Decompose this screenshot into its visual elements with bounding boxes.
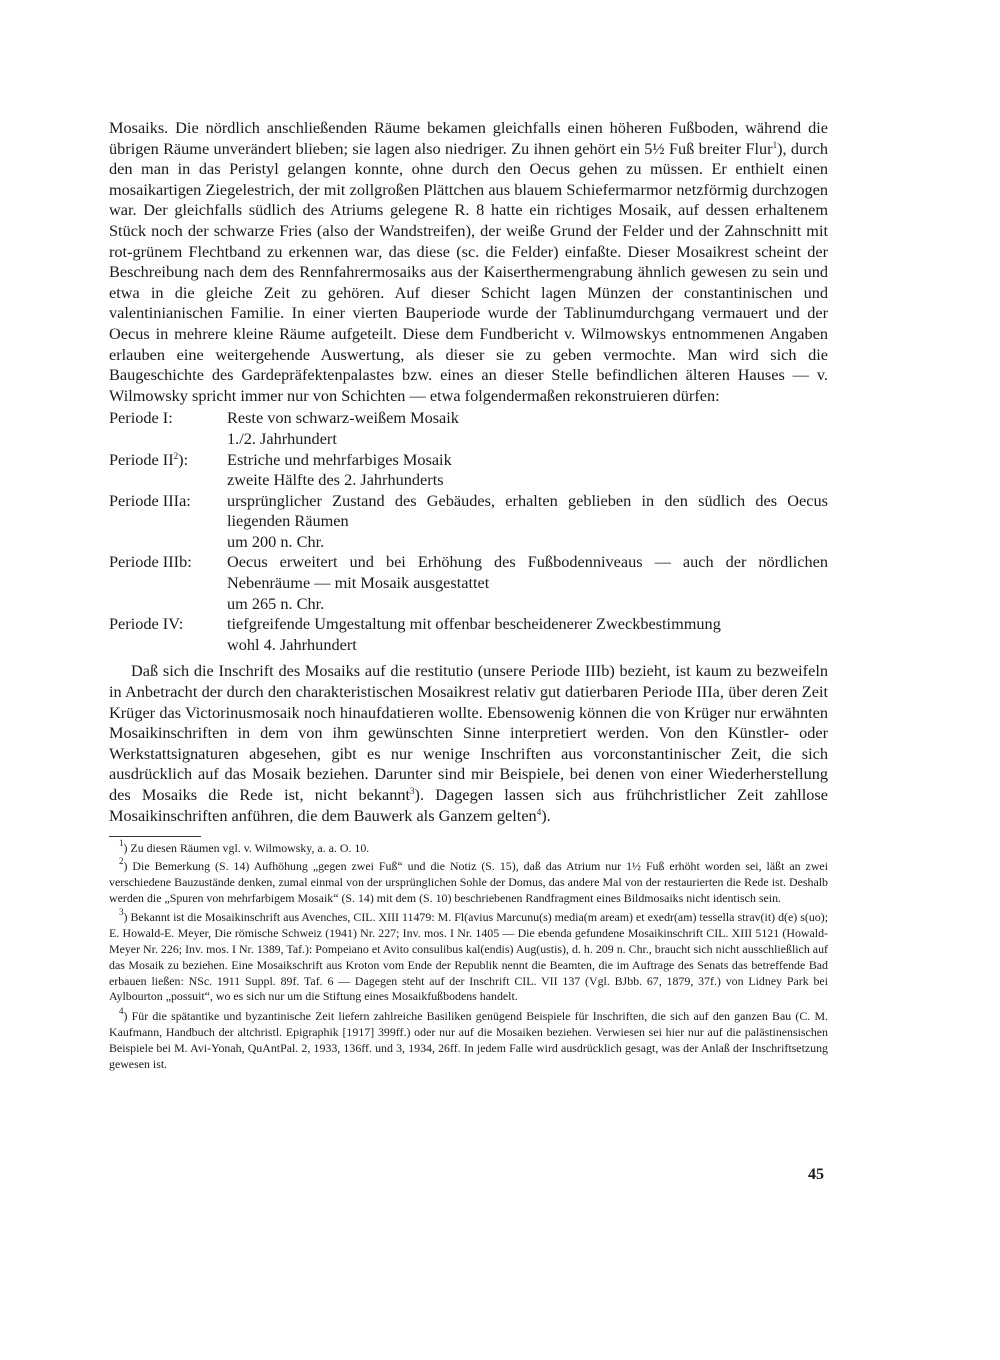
footnotes — [109, 838, 828, 1072]
period-description: Reste von schwarz-weißem Mosaik 1./2. Jahrhundert — [227, 408, 459, 448]
period-entry-2 — [109, 450, 828, 491]
footnote-2: $^2$) Die Bemerkung (S. 14) Aufhöhung „gegen zwei Fuß“ und die Notiz (S. 15), daß das Atrium nur 1½ Fuß erhöht worden sei, läßt an zwei verschiedene Bauzustände denken, zumal einmal von der ursprünglichen Sohle der Domus, das andere Mal von der restaurierten die Rede ist. Deshalb werden die „Spuren von mehrfarbigem Mosaik“ (S. 14) mit dem (S. 10) beschriebenen Randfragment eines Bildmosaiks nicht identisch sein. — [109, 855, 828, 905]
footnote-ref-1[interactable]: 1 — [772, 139, 778, 150]
period-description: Estriche und mehrfarbiges Mosaik zweite Hälfte des 2. Jahrhunderts — [227, 449, 452, 490]
period-entry-1 — [109, 408, 828, 449]
footnote-ref-2[interactable]: 2 — [173, 450, 179, 461]
period-description: ursprünglicher Zustand des Gebäudes, erhalten geblieben in den südlich des Oecus liegenden Räumen um 200 n. Chr. — [227, 490, 828, 551]
body-paragraph-2: Daß sich die Inschrift des Mosaiks auf die restitutio (unsere Periode IIIb) bezieht, ist kaum zu bezweifeln in Anbetracht der durch den charakteristischen Mosaikrest relativ gut datierbaren Periode IIIa, über deren Zeit Krüger das Victorinusmosaik noch hinaufdatieren wollte. Ebensowenig können die von Krüger nur erwähnten Mosaikinschriften in dem von ihm gewünschten Sinne interpretiert werden. Von den Künstler- oder Werkstattsignaturen abgesehen, gibt es nur wenige Inschriften aus vorconstantinischer Zeit, die sich ausdrücklich auf das Mosaik beziehen. Darunter sind mir Beispiele, bei denen von einer Wiederherstellung des Mosaiks die Rede ist, nicht bekannt$^3$). Dagegen lassen sich aus frühchristlicher Zeit zahllose Mosaikinschriften anführen, die dem Bauwerk als Ganzem gelten$^4$). — [109, 661, 828, 825]
footnote-ref-3[interactable]: 3 — [410, 786, 415, 796]
footnote-3: $^3$) Bekannt ist die Mosaikinschrift aus Avenches, CIL. XIII 11479: M. Fl(avius Marcunu(s) media(m aream) et exedr(am) tessella strav(it) d(e) s(uo); E. Howald-E. Meyer, Die römische Schweiz (1941) Nr. 227; Inv. mos. I Nr. 1405 — Die ebenda gefundene Mosaikinschrift CIL. XIII 5121 (Howald-Meyer Nr. 226; Inv. mos. I Nr. 1389, Taf.): Pompeiano et Avito consulibus kal(endis) Aug(ustis), d. h. 209 n. Chr., braucht sich nicht ausschließlich auf das Mosaik zu beziehen. Eine Mosaikschrift aus Kroton vom Ende der Republik nennt die Beamten, die im Auftrage des Senats das betreffende Bad erbauen ließen: NSc. 1911 Suppl. 89f. Taf. 6 — Dagegen steht auf der Inschrift CIL. VII 137 (Vgl. BJbb. 67, 1879, 37f.) von Lidney Park bei Aylbourton „possuit“, wo es sich nur um die Stiftung eines Mosaikfußbodens handelt. — [109, 907, 828, 1004]
period-label: Periode IV: — [109, 614, 184, 634]
period-entry-3 — [109, 491, 828, 553]
period-label: Periode IIIa: — [109, 490, 191, 510]
page-number: 45 — [808, 1166, 824, 1183]
period-description: Oecus erweitert und bei Erhöhung des Fußbodenniveaus — auch der nördlichen Nebenräume — mit Mosaik ausgestattet um 265 n. Chr. — [227, 552, 828, 613]
period-entry-4 — [109, 552, 828, 614]
period-entry-5 — [109, 614, 828, 655]
footnote-4: $^4$) Für die spätantike und byzantinische Zeit liefern zahlreiche Basiliken genügend Beispiele für Inschriften, die sich auf den ganzen Bau (C. M. Kaufmann, Handbuch der altchristl. Epigraphik [1917] 399ff.) oder nur auf die Mosaiken beziehen. Verwiesen sei hier nur auf die palästinensischen Beispiele bei M. Avi-Yonah, QuAntPal. 2, 1933, 136ff. und 3, 1934, 26ff. In jedem Falle wird ausdrücklich gesagt, was der Anlaß der Inschriftsetzung gewesen ist. — [109, 1006, 828, 1071]
period-label: Periode IIIb: — [109, 552, 192, 572]
footnote-1: $^1$) Zu diesen Räumen vgl. v. Wilmowsky, a. a. O. 10. — [119, 838, 370, 856]
period-label: Periode I: — [109, 408, 173, 428]
footnote-divider — [109, 836, 201, 837]
footnote-ref-4[interactable]: 4 — [536, 806, 542, 817]
period-label: Periode $II^2$): — [109, 449, 189, 469]
period-list — [109, 408, 828, 655]
page-content — [109, 118, 828, 1076]
body-paragraph-1: Mosaiks. Die nördlich anschließenden Räume bekamen gleichfalls einen höheren Fußboden, während die übrigen Räume unverändert blieben; sie lagen also niedriger. Zu ihnen gehört ein 5½ Fuß breiter Flur$^1$), durch den man in das Peristyl gelangen konnte, ohne durch den Oecus gehen zu müssen. Er enthielt einen mosaikartigen Ziegelestrich, der mit zollgroßen Plättchen aus blauem Schiefermarmor netzförmig durchzogen war. Der gleichfalls südlich des Atriums gelegene R. 8 hatte ein richtiges Mosaik, auf dessen erhaltenem Stück noch der schwarze Fries (also der Wandstreifen), der weiße Grund der Felder und der Zahnschnitt mit rot-grünem Flechtband zu erkennen war, das diese (sc. die Felder) einfaßte. Dieser Mosaikrest scheint der Beschreibung nach dem des Rennfahrermosaiks aus der Kaiserthermengrabung ähnlich gewesen zu sein und etwa in die gleiche Zeit zu gehören. Auf dieser Schicht lagen Münzen der constantinischen und valentinianischen Familie. In einer vierten Bauperiode wurde der Tablinumdurchgang vermauert und der Oecus in mehrere kleine Räume aufgeteilt. Diese dem Fundbericht v. Wilmowskys entnommenen Angaben erlauben eine weitergehende Auswertung, als dieser sie zu geben vermochte. Man wird sich die Baugeschichte des Gardepräfektenpalastes bzw. eines an dieser Stelle befindlichen älteren Hauses — v. Wilmowsky spricht immer nur von Schichten — etwa folgendermaßen rekonstruieren dürfen: — [109, 118, 828, 405]
period-description: tiefgreifende Umgestaltung mit offenbar bescheidenerer Zweckbestimmung wohl 4. Jahrhundert — [227, 614, 721, 654]
